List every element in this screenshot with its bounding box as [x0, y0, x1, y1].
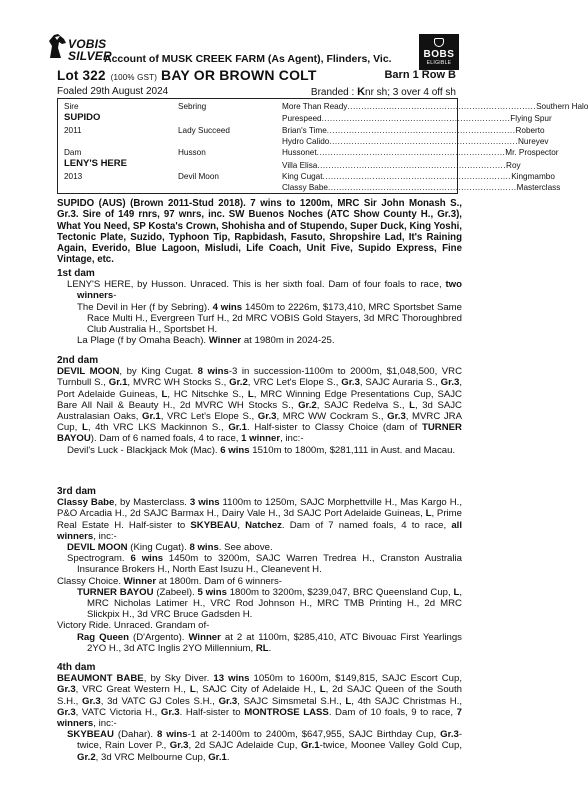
- second-dam-section: [57, 355, 462, 456]
- barn-location: Barn 1 Row B: [384, 69, 456, 81]
- foaled-date: Foaled 29th August 2024: [57, 86, 169, 97]
- first-dam-section: [57, 268, 462, 346]
- sire-summary: SUPIDO (AUS) (Brown 2011-Stud 2018). 7 wins to 1200m, MRC Sir John Monash S., Gr.3. Sire of 149 rnrs, 97 wnrs, inc. SW Buenos Noches (ATC Show County H., Gr.3), What You Need, SP Kosta's Crown, Shohisha and of Stupendo, Super Duck, King Yoshi, Tectonic Plate, Suzido, Typhoon Tip, Rapbidash, Fasuto, Shropshire Lad, It's Raining Again, Everido, Blue Lagoon, Misludi, Life Coach, Unit Five, Supido Express, Fine Vintage, etc.: [57, 198, 462, 266]
- pedigree-row: King Cugat .................................................................... Kingmambo: [282, 172, 555, 181]
- lot-heading: [57, 67, 317, 83]
- dam-paragraph: Classy Babe, by Masterclass. 3 wins 1100m to 1250m, SAJC Morphettville H., Mas Kargo H., P&O Arcadia H., 2d SAJC Barmax H., Dairy Vale H., 3d SAJC Port Adelaide Guineas, L, Prime Real Estate H. Half-sister to SKYBEAU, Natchez. Dam of 7 named foals, 4 to race, all winners, inc:-: [57, 497, 462, 542]
- sire-label: Sire: [64, 102, 79, 111]
- pedigree-row: Classy Babe .................................................................... Masterclass: [282, 183, 561, 192]
- third-dam-section: [57, 486, 462, 654]
- dam-paragraph: DEVIL MOON, by King Cugat. 8 wins-3 in succession-1100m to 2000m, $1,048,500, VRC Turnbull S., Gr.1, MVRC WH Stocks S., Gr.2, VRC Let's Elope S., Gr.3, SAJC Auraria S., Gr.3, Port Adelaide Guineas, L, HC Nitschke S., L, MRC Winning Edge Presentations Cup, SAJC Bare All Nail & Beauty H., 2d MVRC WH Stocks S., Gr.2, SAJC Redelva S., L, 3d SAJC Australasian Oaks, Gr.1, VRC Let's Elope S., Gr.3, MRC WW Cockram S., Gr.3, MVRC JRA Cup, L, 4th VRC LKS Mackinnon S., Gr.1. Half-sister to Classy Choice (dam of TURNER BAYOU). Dam of 6 named foals, 4 to race, 1 winner, inc:-: [57, 366, 462, 445]
- section-heading: 3rd dam: [57, 486, 96, 497]
- pedigree-table: [57, 98, 588, 194]
- horse-head-icon: [46, 32, 68, 62]
- silver-text: SILVER: [68, 49, 112, 63]
- progeny-paragraph: SKYBEAU (Dahar). 8 wins-1 at 2-1400m to 2400m, $647,955, SAJC Birthday Cup, Gr.3-twice, Rain Lover P., Gr.3, 2d SAJC Adelaide Cup, Gr.1-twice, Moonee Valley Gold Cup, Gr.2, 3d VRC Melbourne Cup, Gr.1.: [67, 729, 463, 763]
- section-heading: 4th dam: [57, 662, 96, 673]
- grand-progeny-paragraph: TURNER BAYOU (Zabeel). 5 wins 1800m to 3200m, $239,047, BRC Queensland Cup, L, MRC Nicholas Latimer H., VRC Rod Johnson H., MRC TMB Printing H., 2d MRC Slickpix H., 3d VRC Bruce Gadsden H.: [77, 586, 462, 621]
- dam-sire: Husson: [178, 148, 206, 157]
- dam-year: 2013: [64, 172, 83, 181]
- vendor-account: Account of MUSK CREEK FARM (As Agent), Flinders, Vic.: [104, 53, 392, 65]
- bobs-eligible-logo: [419, 34, 459, 70]
- pedigree-row: Brian's Time .................................................................... Roberto: [282, 126, 545, 135]
- sire-dam: Lady Succeed: [178, 126, 230, 135]
- progeny-paragraph: Victory Ride. Unraced. Grandam of-: [57, 620, 210, 632]
- gst-note: (100% GST): [110, 73, 158, 82]
- sire-sire: Sebring: [178, 102, 207, 111]
- sire-year: 2011: [64, 126, 82, 135]
- pedigree-row: More Than Ready .................................................................... Southern Halo: [282, 102, 588, 111]
- progeny-paragraph: Classy Choice. Winner at 1800m. Dam of 6 winners-: [57, 575, 282, 587]
- pedigree-row: Hydro Calido .................................................................... Nureyev: [282, 137, 549, 146]
- fourth-dam-section: [57, 662, 462, 763]
- pedigree-row: Hussonet .................................................................... Mr. Prospector: [282, 148, 559, 157]
- grand-progeny-paragraph: Rag Queen (D'Argento). Winner at 2 at 1100m, $285,410, ATC Bivouac First Yearlings 2YO H., 3d ATC Inglis 2YO Millennium, RL.: [77, 631, 462, 654]
- bobs-eligible-text: ELIGIBLE: [426, 60, 452, 66]
- lot-description: BAY OR BROWN COLT: [161, 67, 317, 83]
- dam-dam: Devil Moon: [178, 172, 219, 181]
- crest-icon: [434, 38, 444, 47]
- dam-paragraph: LENY'S HERE, by Husson. Unraced. This is her sixth foal. Dam of four foals to race, two winners-: [67, 279, 462, 302]
- section-heading: 1st dam: [57, 268, 95, 279]
- brand-mark: K: [357, 86, 366, 98]
- dam-label: Dam: [64, 148, 82, 157]
- lot-number: Lot 322: [57, 68, 106, 83]
- section-heading: 2nd dam: [57, 355, 99, 366]
- vobis-text: VOBIS: [68, 37, 107, 51]
- progeny-paragraph: Spectrogram. 6 wins 1450m to 3200m, SAJC Warren Tredrea H., Cranston Australia Insurance Brokers H., North East Isuzu H., Cleanevent H.: [67, 553, 462, 576]
- progeny-paragraph: DEVIL MOON (King Cugat). 8 wins. See above.: [67, 542, 273, 554]
- dam-paragraph: BEAUMONT BABE, by Sky Diver. 13 wins 1050m to 1600m, $149,815, SAJC Escort Cup, Gr.3, VRC Great Western H., L, SAJC City of Adelaide H., L, 2d SAJC Queen of the South S.H., Gr.3, 3d VATC GJ Coles S.H., Gr.3, SAJC Simsmetal S.H., L, 4th SAJC Christmas H., Gr.3, VATC Victoria H., Gr.3. Half-sister to MONTROSE LASS. Dam of 10 foals, 9 to race, 7 winners, inc:-: [57, 673, 463, 730]
- pedigree-row: Purespeed .................................................................... Flying Spur: [282, 114, 552, 123]
- dam-name: LENY'S HERE: [64, 158, 127, 169]
- pedigree-row: Villa Elisa .................................................................... Roy: [282, 161, 521, 170]
- bobs-text: BOBS: [423, 49, 455, 60]
- sire-name: SUPIDO: [64, 112, 101, 123]
- progeny-paragraph: La Plage (f by Omaha Beach). Winner at 1980m in 2024-25.: [77, 335, 335, 347]
- progeny-paragraph: Devil's Luck - Blackjack Mok (Mac). 6 wins 1510m to 1800m, $281,111 in Aust. and Macau.: [67, 444, 456, 456]
- progeny-paragraph: The Devil in Her (f by Sebring). 4 wins 1450m to 2226m, $173,410, MRC Sportsbet Same Race Multi H., Evergreen Turf H., 2d MRC VOBIS Gold Stayers, 3d MRC Thoroughbred Club Australia H., Sportsbet H.: [77, 301, 463, 336]
- brand-info: Branded : Knr sh; 3 over 4 off sh: [310, 86, 456, 98]
